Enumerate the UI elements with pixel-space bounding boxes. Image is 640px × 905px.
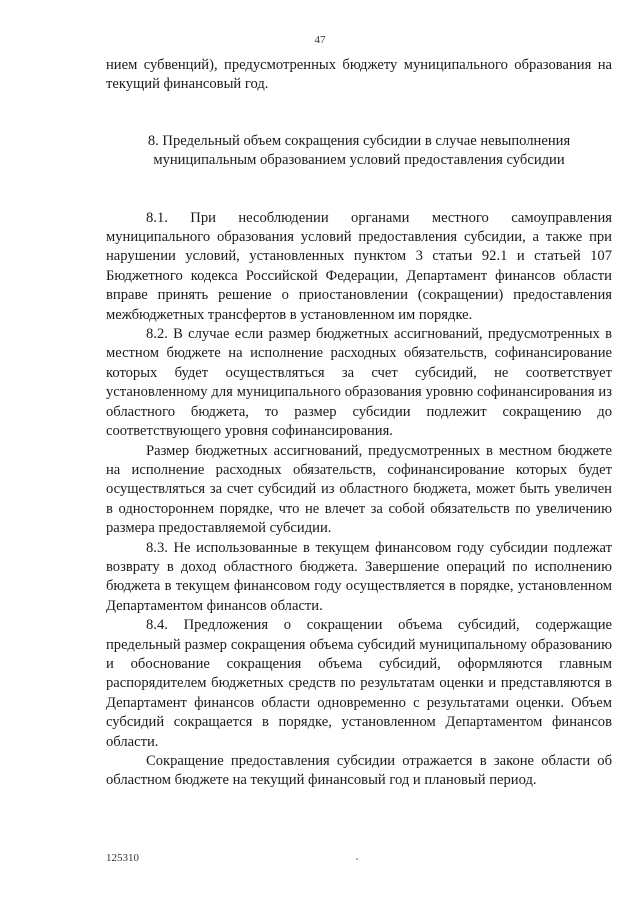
- section-heading: 8. Предельный объем сокращения субсидии в случае невыполнения муниципальным образованием условий предоставления субсидии: [147, 132, 571, 169]
- footer-document-code: 125310: [106, 852, 139, 864]
- paragraph-8-2: 8.2. В случае если размер бюджетных ассигнований, предусмотренных в местном бюджете на исполнение расходных обязательств, софинансирование которых будет осуществляться за счет субсидий, не соответствует установленному для муниципального образования уровню софинансирования из областного бюджета, то размер субсидии подлежит сокращению до соответствующего уровня софинансирования.: [106, 326, 612, 440]
- document-body: [106, 56, 612, 791]
- scan-speck: [356, 858, 358, 860]
- paragraph-closing: Сокращение предоставления субсидии отражается в законе области об областном бюджете на текущий финансовый год и плановый период.: [106, 753, 612, 789]
- paragraph-8-2-addendum: Размер бюджетных ассигнований, предусмотренных в местном бюджете на исполнение расходных обязательств, софинансирование которых будет осуществляться за счет субсидий из областного бюджета, может быть увеличен в одностороннем порядке, что не влечет за собой обязательств по увеличению размера предоставляемой субсидии.: [106, 442, 612, 537]
- page-number: 47: [314, 34, 326, 46]
- continued-paragraph: нием субвенций), предусмотренных бюджету муниципального образования на текущий финансовый год.: [106, 57, 612, 93]
- paragraph-8-4: 8.4. Предложения о сокращении объема субсидий, содержащие предельный размер сокращения объема субсидий муниципальному образованию и обоснование сокращения объема субсидий, оформляются главным распорядителем бюджетных средств по результатам оценки и представляются в Департамент финансов области одновременно с результатами оценки. Объем субсидий сокращается в порядке, установленном Департаментом финансов области.: [106, 617, 612, 750]
- paragraph-8-3: 8.3. Не использованные в текущем финансовом году субсидии подлежат возврату в доход областного бюджета. Завершение операций по исполнению бюджета в текущем финансовом году осуществляется в порядке, установленном Департаментом финансов области.: [106, 539, 612, 614]
- paragraph-8-1: 8.1. При несоблюдении органами местного самоуправления муниципального образования условий предоставления субсидии, а также при нарушении условий, установленных пунктом 3 статьи 92.1 и статьей 107 Бюджетного кодекса Российской Федерации, Департамент финансов области вправе принять решение о приостановлении (сокращении) предоставления межбюджетных трансфертов в установленном им порядке.: [106, 209, 612, 323]
